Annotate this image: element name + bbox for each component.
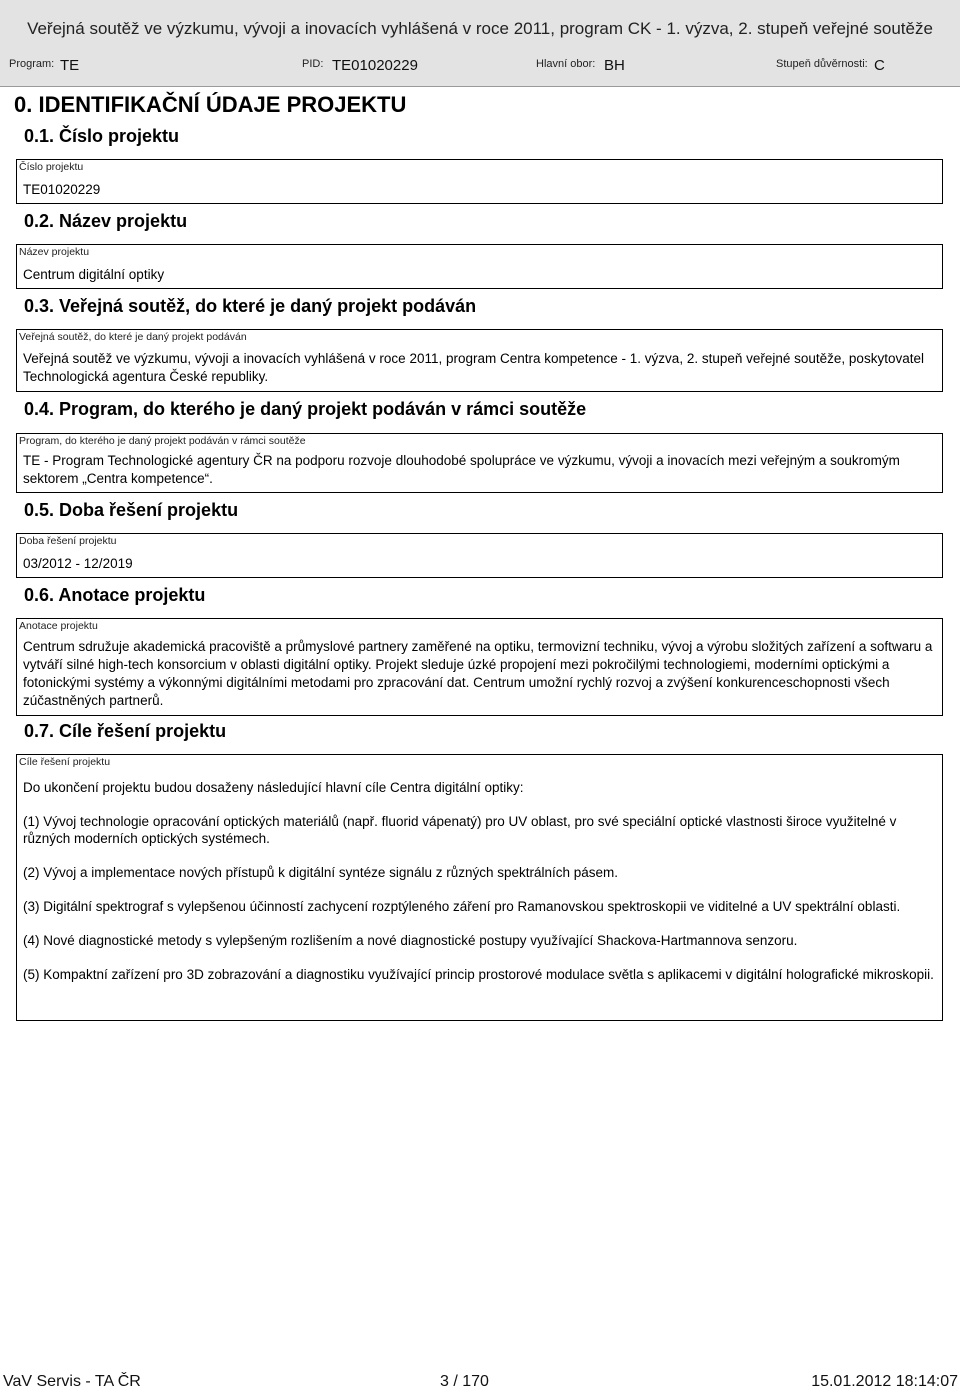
competition-value: Veřejná soutěž ve výzkumu, vývoji a inovacích vyhlášená v roce 2011, program Centra kompetence - 1. výzva, 2. stupeň veřejné soutěže, poskytovatel Technologická agentura České republiky. — [23, 351, 924, 384]
section-heading: 0.2. Název projektu — [24, 211, 188, 231]
obor-label: Hlavní obor: — [536, 58, 596, 70]
goals-list — [23, 779, 934, 983]
section-heading: 0.5. Doba řešení projektu — [24, 500, 239, 520]
goal-item: (5) Kompaktní zařízení pro 3D zobrazování a diagnostiku využívající princip prostorové modulace světla s aplikacemi v digitální holografické mikroskopii. — [23, 967, 934, 982]
duration-value: 03/2012 - 12/2019 — [23, 556, 133, 571]
program-value: TE — [60, 57, 80, 74]
duvernost-value: C — [874, 57, 885, 74]
project-name-value: Centrum digitální optiky — [23, 267, 165, 282]
field-label: Číslo projektu — [19, 161, 84, 173]
annotation-box — [16, 618, 943, 716]
project-number-value: TE01020229 — [23, 182, 101, 197]
duvernost-label: Stupeň důvěrnosti: — [776, 58, 868, 70]
project-name-box — [16, 244, 943, 289]
goal-item: (1) Vývoj technologie opracování optických materiálů (např. fluorid vápenatý) pro UV oblast, pro své speciální optické vlastnosti široce využitelné v různých moderních optických systémech. — [23, 814, 897, 846]
field-label: Cíle řešení projektu — [19, 756, 111, 768]
document-header — [0, 0, 960, 87]
competition-box — [16, 329, 943, 392]
page-number: 3 / 170 — [440, 1373, 489, 1390]
field-label: Doba řešení projektu — [19, 535, 117, 547]
field-label: Název projektu — [19, 246, 90, 258]
goal-item: (2) Vývoj a implementace nových přístupů k digitální syntéze signálu z různých spektrálních pásem. — [23, 865, 619, 880]
goals-intro: Do ukončení projektu budou dosaženy následující hlavní cíle Centra digitální optiky: — [23, 780, 524, 795]
project-number-box — [16, 159, 943, 204]
section-heading: 0.3. Veřejná soutěž, do které je daný projekt podáván — [24, 296, 477, 316]
duration-box — [16, 533, 943, 578]
field-label: Program, do kterého je daný projekt podáván v rámci soutěže — [19, 435, 306, 447]
goals-box — [16, 754, 943, 1021]
pid-value: TE01020229 — [332, 57, 418, 74]
pid-label: PID: — [302, 58, 324, 70]
program-box — [16, 433, 943, 493]
section-heading: 0.1. Číslo projektu — [24, 126, 180, 146]
program-label: Program: — [9, 58, 55, 70]
obor-value: BH — [604, 57, 625, 74]
field-label: Anotace projektu — [19, 620, 98, 632]
program-value-text: TE - Program Technologické agentury ČR na podporu rozvoje dlouhodobé spolupráce ve výzkumu, vývoji a inovacích mezi veřejným a soukromým sektorem „Centra kompetence“. — [23, 453, 900, 486]
section-heading: 0.6. Anotace projektu — [24, 585, 206, 605]
page-title: 0. IDENTIFIKAČNÍ ÚDAJE PROJEKTU — [14, 92, 407, 117]
section-heading: 0.4. Program, do kterého je daný projekt podáván v rámci soutěže — [24, 399, 587, 419]
field-label: Veřejná soutěž, do které je daný projekt podáván — [19, 331, 247, 343]
competition-title: Veřejná soutěž ve výzkumu, vývoji a inovacích vyhlášená v roce 2011, program CK - 1. výzva, 2. stupeň veřejné soutěže — [27, 19, 933, 38]
annotation-value: Centrum sdružuje akademická pracoviště a průmyslové partnery zaměřené na optiku, termovizní techniku, vývoj a výrobu složitých zařízení a softwaru a vytváří silné high-tech konsorcium v oblasti digitální optiky. Projekt sleduje úzké propojení mezi pokročilými technologiemi, moderními optickými a fotonickými systémy a výkonnými digitálními metodami pro zpracování dat. Centrum umožní rychlý rozvoj a zvýšení konkurenceschopnosti všech zúčastněných partnerů. — [23, 639, 933, 708]
print-timestamp: 15.01.2012 18:14:07 — [811, 1373, 958, 1390]
footer-source: VaV Servis - TA ČR — [3, 1373, 141, 1390]
goal-item: (4) Nové diagnostické metody s vylepšeným rozlišením a nové diagnostické postupy využívající Shackova-Hartmannova senzoru. — [23, 933, 798, 948]
goal-item: (3) Digitální spektrograf s vylepšenou účinností zachycení rozptýleného záření pro Ramanovskou spektroskopii ve viditelné a UV spektrální oblasti. — [23, 899, 901, 914]
section-heading: 0.7. Cíle řešení projektu — [24, 721, 227, 741]
